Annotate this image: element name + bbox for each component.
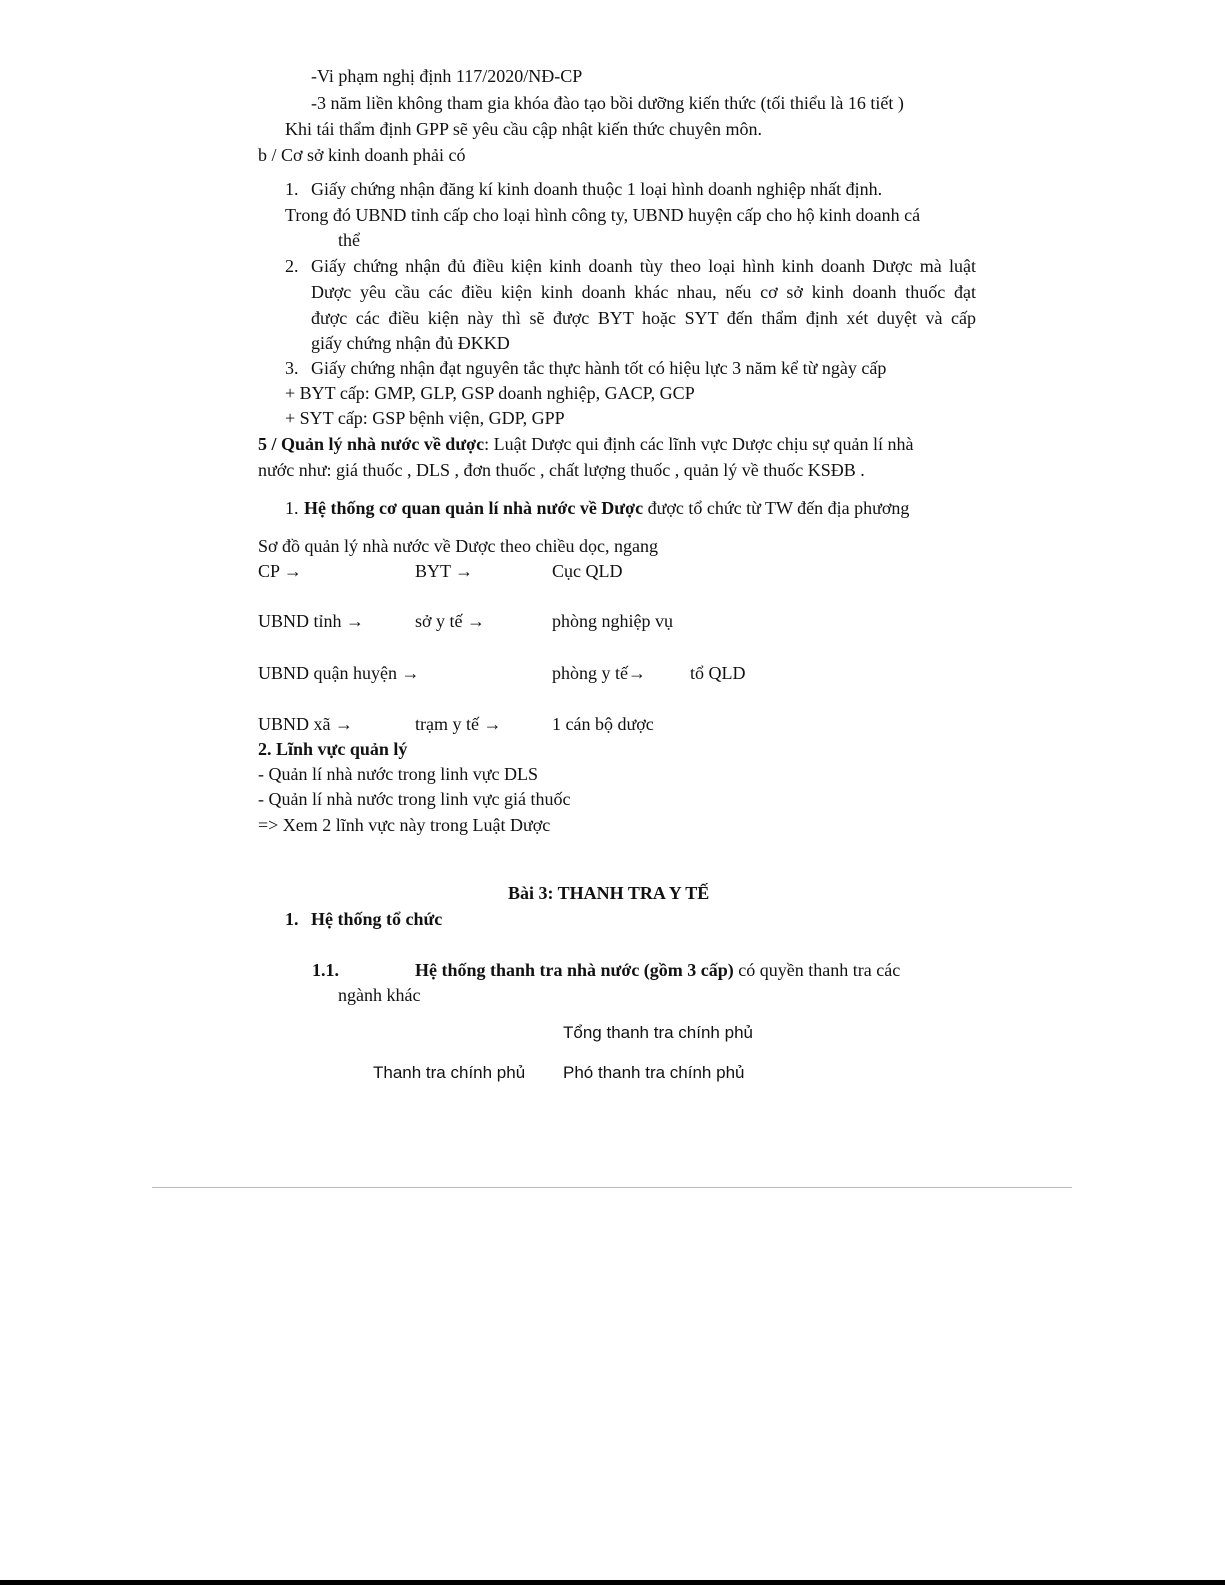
diagram-so-y-te: sở y tế → bbox=[415, 611, 486, 631]
section5-sub1-text: được tổ chức từ TW đến địa phương bbox=[643, 498, 910, 518]
section2-title: 2. Lĩnh vực quản lý bbox=[258, 739, 408, 759]
bottom-edge-bar bbox=[0, 1580, 1225, 1585]
byt-certificates: + BYT cấp: GMP, GLP, GSP doanh nghiệp, GACP, GCP bbox=[285, 383, 695, 403]
item1-number: 1. bbox=[285, 179, 299, 199]
diagram-byt: BYT → bbox=[415, 561, 474, 581]
lesson3-h11-text-line-2: ngành khác bbox=[338, 985, 421, 1005]
item3-number: 3. bbox=[285, 358, 299, 378]
diagram-can-bo-duoc: 1 cán bộ dược bbox=[552, 714, 654, 734]
item2-line-2: Dược yêu cầu các điều kiện kinh doanh khác nhau, nếu cơ sở kinh doanh thuốc đạt bbox=[311, 282, 976, 302]
lesson3-h11 bbox=[415, 959, 900, 981]
lesson3-h1: Hệ thống tổ chức bbox=[311, 909, 443, 929]
diagram-phong-y-te: phòng y tế→ bbox=[552, 663, 646, 683]
lesson3-h1-number: 1. bbox=[285, 909, 299, 929]
org-left-node: Thanh tra chính phủ bbox=[373, 1063, 526, 1082]
section2-item-1: - Quản lí nhà nước trong linh vực DLS bbox=[258, 764, 538, 784]
diagram-to-qld: tổ QLD bbox=[690, 663, 746, 683]
intro-line-1: -Vi phạm nghị định 117/2020/NĐ-CP bbox=[311, 66, 583, 86]
section5-line-1 bbox=[258, 433, 914, 455]
lesson3-title: Bài 3: THANH TRA Y TẾ bbox=[508, 883, 710, 903]
section5-sub1-title: Hệ thống cơ quan quản lí nhà nước về Dược bbox=[304, 498, 644, 518]
page-separator bbox=[152, 1187, 1072, 1188]
diagram-tram-y-te: trạm y tế → bbox=[415, 714, 502, 734]
item3-text: Giấy chứng nhận đạt nguyên tắc thực hành tốt có hiệu lực 3 năm kể từ ngày cấp bbox=[311, 358, 887, 378]
diagram-ubnd-tinh: UBND tỉnh → bbox=[258, 611, 365, 631]
section5-sub1-number: 1. bbox=[285, 498, 299, 518]
intro-line-3: Khi tái thẩm định GPP sẽ yêu cầu cập nhật kiến thức chuyên môn. bbox=[285, 119, 762, 139]
lesson3-h11-title: Hệ thống thanh tra nhà nước (gồm 3 cấp) bbox=[415, 960, 734, 980]
section5-line-2: nước như: giá thuốc , DLS , đơn thuốc , chất lượng thuốc , quản lý về thuốc KSĐB . bbox=[258, 460, 865, 480]
section2-item-3: => Xem 2 lĩnh vực này trong Luật Dược bbox=[258, 815, 551, 835]
diagram-ubnd-quan-huyen: UBND quận huyện → bbox=[258, 663, 420, 683]
section5-text-1: : Luật Dược qui định các lĩnh vực Dược chịu sự quản lí nhà bbox=[484, 434, 914, 454]
item1-text: Giấy chứng nhận đăng kí kinh doanh thuộc 1 loại hình doanh nghiệp nhất định. bbox=[311, 179, 883, 199]
syt-certificates: + SYT cấp: GSP bệnh viện, GDP, GPP bbox=[285, 408, 565, 428]
lesson3-h11-text: có quyền thanh tra các bbox=[733, 960, 901, 980]
item1-note-line-1: Trong đó UBND tỉnh cấp cho loại hình công ty, UBND huyện cấp cho hộ kinh doanh cá bbox=[285, 205, 921, 225]
org-right-node: Phó thanh tra chính phủ bbox=[563, 1063, 745, 1082]
section5-sub1 bbox=[304, 497, 909, 519]
section5-title: 5 / Quản lý nhà nước về dược bbox=[258, 434, 485, 454]
section2-item-2: - Quản lí nhà nước trong linh vực giá thuốc bbox=[258, 789, 571, 809]
diagram-title: Sơ đồ quản lý nhà nước về Dược theo chiều dọc, ngang bbox=[258, 536, 658, 556]
diagram-phong-nghiep-vu: phòng nghiệp vụ bbox=[552, 611, 673, 631]
item2-number: 2. bbox=[285, 256, 299, 276]
item2-line-3: được các điều kiện này thì sẽ được BYT hoặc SYT đến thẩm định xét duyệt và cấp bbox=[311, 308, 976, 328]
item1-note-line-2: thể bbox=[338, 230, 360, 250]
diagram-cuc-qld: Cục QLD bbox=[552, 561, 623, 581]
intro-line-2: -3 năm liền không tham gia khóa đào tạo bồi dưỡng kiến thức (tối thiểu là 16 tiết ) bbox=[311, 93, 904, 113]
lesson3-h11-number: 1.1. bbox=[312, 960, 339, 980]
diagram-ubnd-xa: UBND xã → bbox=[258, 714, 353, 734]
item2-line-4: giấy chứng nhận đủ ĐKKD bbox=[311, 333, 510, 353]
item2-line-1: Giấy chứng nhận đủ điều kiện kinh doanh tùy theo loại hình kinh doanh Dược mà luật bbox=[311, 256, 976, 276]
diagram-cp: CP → bbox=[258, 561, 302, 581]
org-top-node: Tổng thanh tra chính phủ bbox=[563, 1023, 753, 1042]
section-b-title: b / Cơ sở kinh doanh phải có bbox=[258, 145, 466, 165]
